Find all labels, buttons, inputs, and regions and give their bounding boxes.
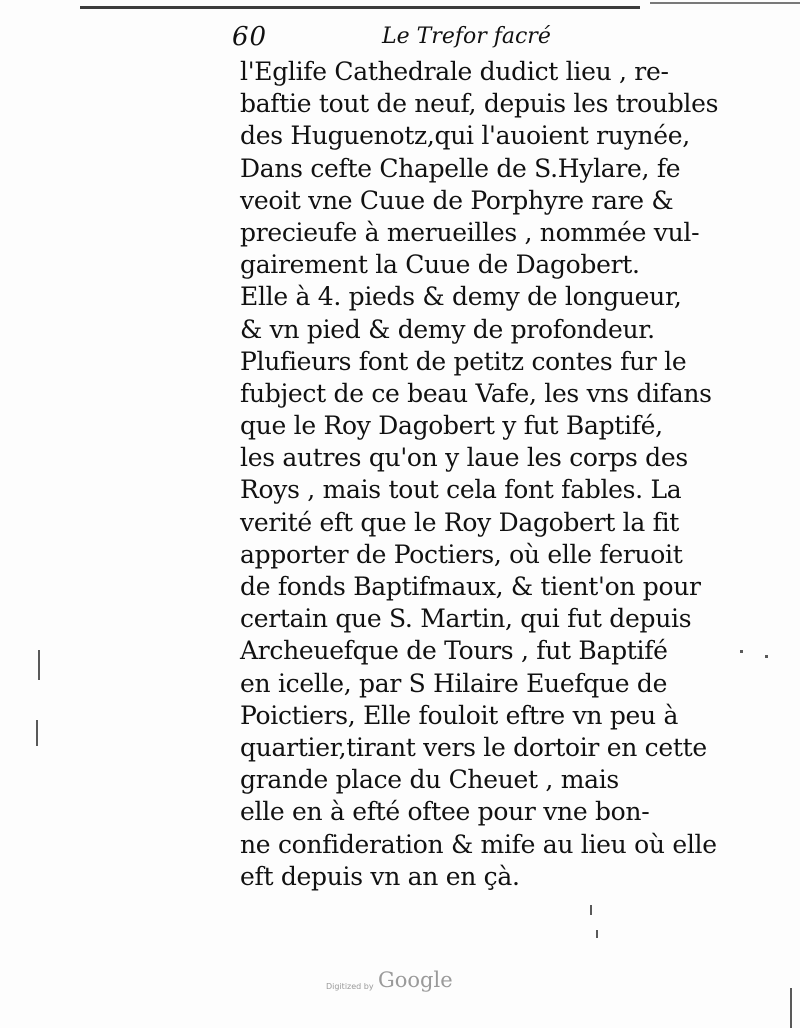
text-line: Roys , mais tout cela font fables. La [240,475,682,505]
text-line: veoit vne Cuue de Porphyre rare & [240,185,674,215]
text-line: apporter de Poctiers, où elle feruoit [240,539,683,569]
text-line: que le Roy Dagobert y fut Baptifé, [240,411,663,441]
text-line: baftie tout de neuf, depuis les troubles [240,89,719,119]
text-line: Dans cefte Chapelle de S.Hylare, fe [240,153,681,183]
text-line: Poictiers, Elle fouloit eftre vn peu à [240,700,679,730]
text-line: quartier,tirant vers le dortoir en cette [240,732,707,762]
text-line: certain que S. Martin, qui fut depuis [240,604,692,634]
text-line: precieufe à merueilles , nommée vul- [240,217,700,247]
text-line: elle en à efté oftee pour vne bon- [240,797,650,827]
text-line: Archeuefque de Tours , fut Baptifé [240,636,668,666]
digitized-watermark [326,968,476,998]
top-border-rule [80,6,640,9]
margin-mark [790,988,792,1028]
margin-mark [36,720,38,746]
margin-mark [596,930,598,938]
page-number: 60 [232,22,268,52]
running-title: Le Trefor facré [382,24,551,49]
text-line: & vn pied & demy de profondeur. [240,314,655,344]
margin-mark [740,650,743,653]
text-line: en icelle, par S Hilaire Euefque de [240,668,668,698]
text-line: grande place du Cheuet , mais [240,765,619,795]
google-logo: Google [378,968,453,992]
text-line: gairement la Cuue de Dagobert. [240,250,640,280]
body-text [240,56,719,893]
text-line: verité eft que le Roy Dagobert la fit [240,507,680,537]
text-line: des Huguenotz,qui l'auoient ruynée, [240,121,690,151]
top-border-rule-right [650,2,800,4]
text-line: ne confideration & mife au lieu où elle [240,829,717,859]
margin-mark [765,655,768,658]
digitized-label: Digitized by [326,982,374,991]
text-line: les autres qu'on y laue les corps des [240,443,688,473]
text-line: fubject de ce beau Vafe, les vns difans [240,378,712,408]
margin-mark [38,650,40,680]
text-line: Plufieurs font de petitz contes fur le [240,346,687,376]
margin-mark [590,905,592,915]
text-line: Elle à 4. pieds & demy de longueur, [240,282,682,312]
text-line: de fonds Baptifmaux, & tient'on pour [240,572,701,601]
text-line: l'Eglife Cathedrale dudict lieu , re- [240,57,669,86]
page-header [232,22,562,54]
text-line: eft depuis vn an en çà. [240,861,520,891]
